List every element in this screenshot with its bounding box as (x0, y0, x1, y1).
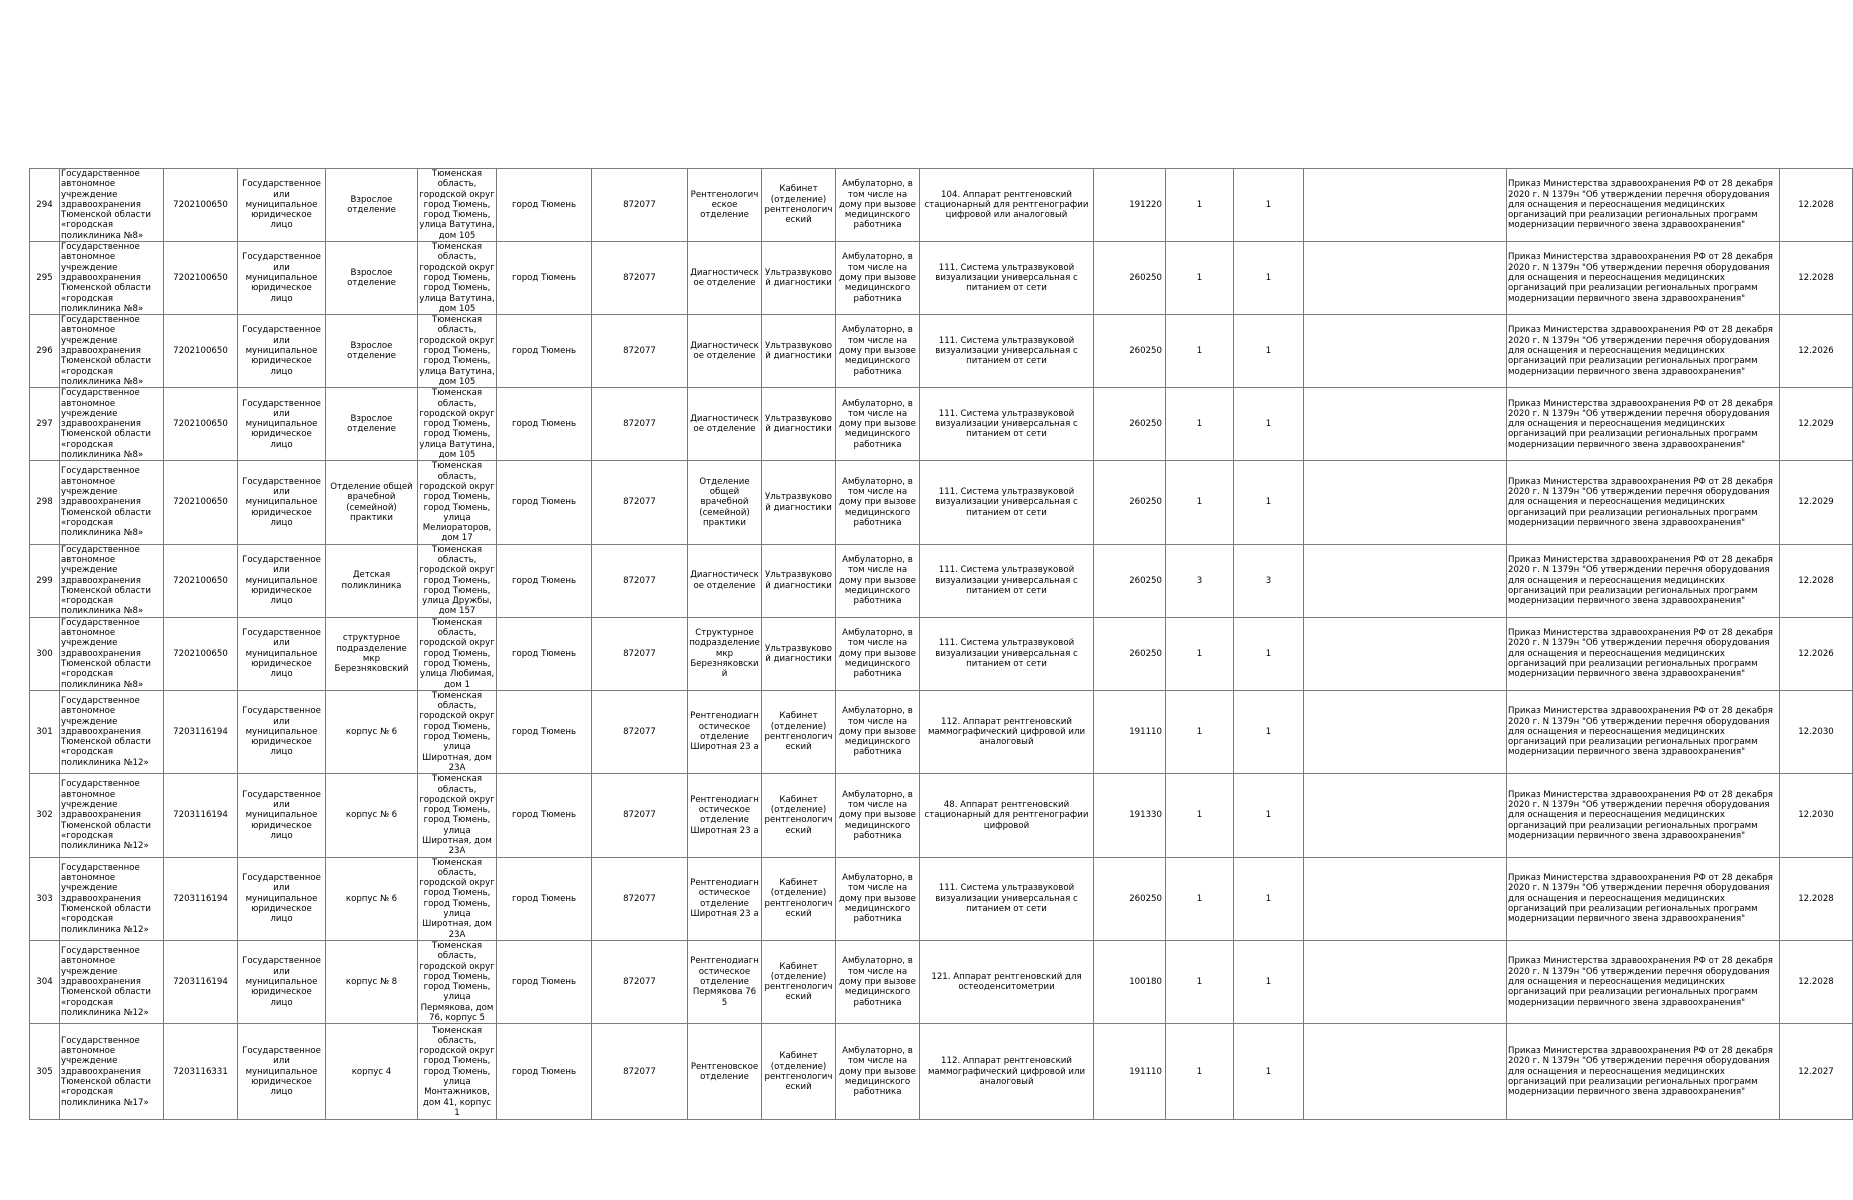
organization-cell: Государственное автономное учреждение здравоохранения Тюменской области «городская поликлиника №12» (60, 774, 164, 857)
equipment-cell: 111. Система ультразвуковой визуализации универсальная с питанием от сети (920, 857, 1094, 940)
row-number-cell: 299 (30, 544, 60, 617)
code-cell: 872077 (592, 1024, 688, 1120)
city-cell: город Тюмень (497, 242, 592, 315)
unit-cell: Взрослое отделение (326, 169, 418, 242)
quantity-cell: 1 (1234, 169, 1304, 242)
cabinet-cell: Кабинет (отделение) рентгенологический (762, 169, 836, 242)
inn-cell: 7202100650 (164, 461, 238, 544)
quantity-cell: 1 (1166, 940, 1234, 1023)
order-reference-cell: Приказ Министерства здравоохранения РФ от 28 декабря 2020 г. N 1379н "Об утверждении перечня оборудования для оснащения и переоснащения медицинских организаций при реализации региональных программ модернизации первичного звена здравоохранения" (1507, 617, 1780, 690)
equipment-code-cell: 260250 (1094, 461, 1166, 544)
equipment-code-cell: 191110 (1094, 1024, 1166, 1120)
equipment-cell: 112. Аппарат рентгеновский маммографический цифровой или аналоговый (920, 690, 1094, 773)
equipment-code-cell: 191220 (1094, 169, 1166, 242)
cabinet-cell: Кабинет (отделение) рентгенологический (762, 857, 836, 940)
city-cell: город Тюмень (497, 461, 592, 544)
quantity-cell: 1 (1166, 242, 1234, 315)
legal-form-cell: Государственное или муниципальное юридическое лицо (238, 544, 326, 617)
code-cell: 872077 (592, 461, 688, 544)
code-cell: 872077 (592, 169, 688, 242)
care-conditions-cell: Амбулаторно, в том числе на дому при вызове медицинского работника (836, 857, 920, 940)
city-cell: город Тюмень (497, 544, 592, 617)
date-cell: 12.2029 (1780, 388, 1853, 461)
organization-cell: Государственное автономное учреждение здравоохранения Тюменской области «городская поликлиника №12» (60, 940, 164, 1023)
care-conditions-cell: Амбулаторно, в том числе на дому при вызове медицинского работника (836, 1024, 920, 1120)
quantity-cell: 1 (1234, 242, 1304, 315)
legal-form-cell: Государственное или муниципальное юридическое лицо (238, 315, 326, 388)
department-cell: Рентгенологическое отделение (688, 169, 762, 242)
empty-cell (1304, 940, 1507, 1023)
empty-cell (1304, 315, 1507, 388)
city-cell: город Тюмень (497, 774, 592, 857)
organization-cell: Государственное автономное учреждение здравоохранения Тюменской области «городская поликлиника №8» (60, 617, 164, 690)
cabinet-cell: Ультразвуковой диагностики (762, 544, 836, 617)
city-cell: город Тюмень (497, 690, 592, 773)
cabinet-cell: Кабинет (отделение) рентгенологический (762, 1024, 836, 1120)
inn-cell: 7203116194 (164, 940, 238, 1023)
row-number-cell: 295 (30, 242, 60, 315)
department-cell: Диагностическое отделение (688, 315, 762, 388)
department-cell: Рентгеновское отделение (688, 1024, 762, 1120)
unit-cell: корпус № 6 (326, 774, 418, 857)
equipment-cell: 111. Система ультразвуковой визуализации универсальная с питанием от сети (920, 242, 1094, 315)
table-row (30, 315, 1853, 388)
department-cell: Рентгенодиагностическое отделение Широтная 23 а (688, 690, 762, 773)
quantity-cell: 1 (1166, 617, 1234, 690)
empty-cell (1304, 774, 1507, 857)
address-cell: Тюменская область, городской округ город Тюмень, город Тюмень, улица Монтажников, дом 41, корпус 1 (419, 1025, 495, 1118)
equipment-cell: 111. Система ультразвуковой визуализации универсальная с питанием от сети (920, 617, 1094, 690)
address-cell: Тюменская область, городской округ город Тюмень, город Тюмень, улица Мелиораторов, дом 17 (419, 461, 495, 544)
city-cell: город Тюмень (497, 169, 592, 242)
cabinet-cell: Кабинет (отделение) рентгенологический (762, 940, 836, 1023)
city-cell: город Тюмень (497, 1024, 592, 1120)
quantity-cell: 1 (1166, 690, 1234, 773)
legal-form-cell: Государственное или муниципальное юридическое лицо (238, 617, 326, 690)
quantity-cell: 1 (1166, 388, 1234, 461)
department-cell: Рентгенодиагностическое отделение Пермякова 76 5 (688, 940, 762, 1023)
row-number-cell: 303 (30, 857, 60, 940)
equipment-cell: 111. Система ультразвуковой визуализации универсальная с питанием от сети (920, 388, 1094, 461)
table-row (30, 940, 1853, 1023)
department-cell: Диагностическое отделение (688, 242, 762, 315)
code-cell: 872077 (592, 544, 688, 617)
quantity-cell: 1 (1234, 617, 1304, 690)
order-reference-cell: Приказ Министерства здравоохранения РФ от 28 декабря 2020 г. N 1379н "Об утверждении перечня оборудования для оснащения и переоснащения медицинских организаций при реализации региональных программ модернизации первичного звена здравоохранения" (1507, 940, 1780, 1023)
legal-form-cell: Государственное или муниципальное юридическое лицо (238, 857, 326, 940)
inn-cell: 7203116194 (164, 857, 238, 940)
cabinet-cell: Ультразвуковой диагностики (762, 388, 836, 461)
department-cell: Диагностическое отделение (688, 544, 762, 617)
date-cell: 12.2028 (1780, 857, 1853, 940)
address-cell: Тюменская область, городской округ город Тюмень, город Тюмень, улица Любимая, дом 1 (419, 617, 495, 690)
address-cell: Тюменская область, городской округ город Тюмень, город Тюмень, улица Широтная, дом 23А (419, 774, 495, 857)
date-cell: 12.2028 (1780, 169, 1853, 242)
inn-cell: 7202100650 (164, 169, 238, 242)
cabinet-cell: Ультразвуковой диагностики (762, 315, 836, 388)
city-cell: город Тюмень (497, 617, 592, 690)
care-conditions-cell: Амбулаторно, в том числе на дому при вызове медицинского работника (836, 461, 920, 544)
cabinet-cell: Ультразвуковой диагностики (762, 461, 836, 544)
code-cell: 872077 (592, 940, 688, 1023)
row-number-cell: 302 (30, 774, 60, 857)
date-cell: 12.2029 (1780, 461, 1853, 544)
care-conditions-cell: Амбулаторно, в том числе на дому при вызове медицинского работника (836, 242, 920, 315)
unit-cell: корпус 4 (326, 1024, 418, 1120)
inn-cell: 7202100650 (164, 544, 238, 617)
city-cell: город Тюмень (497, 857, 592, 940)
organization-cell: Государственное автономное учреждение здравоохранения Тюменской области «городская поликлиника №8» (60, 388, 164, 461)
quantity-cell: 1 (1166, 461, 1234, 544)
order-reference-cell: Приказ Министерства здравоохранения РФ от 28 декабря 2020 г. N 1379н "Об утверждении перечня оборудования для оснащения и переоснащения медицинских организаций при реализации региональных программ модернизации первичного звена здравоохранения" (1507, 461, 1780, 544)
empty-cell (1304, 857, 1507, 940)
cabinet-cell: Ультразвуковой диагностики (762, 617, 836, 690)
quantity-cell: 1 (1234, 774, 1304, 857)
row-number-cell: 296 (30, 315, 60, 388)
care-conditions-cell: Амбулаторно, в том числе на дому при вызове медицинского работника (836, 544, 920, 617)
equipment-code-cell: 191330 (1094, 774, 1166, 857)
table-row (30, 169, 1853, 242)
inn-cell: 7202100650 (164, 617, 238, 690)
equipment-code-cell: 260250 (1094, 242, 1166, 315)
legal-form-cell: Государственное или муниципальное юридическое лицо (238, 1024, 326, 1120)
order-reference-cell: Приказ Министерства здравоохранения РФ от 28 декабря 2020 г. N 1379н "Об утверждении перечня оборудования для оснащения и переоснащения медицинских организаций при реализации региональных программ модернизации первичного звена здравоохранения" (1507, 857, 1780, 940)
department-cell: Рентгенодиагностическое отделение Широтная 23 а (688, 857, 762, 940)
row-number-cell: 298 (30, 461, 60, 544)
organization-cell: Государственное автономное учреждение здравоохранения Тюменской области «городская поликлиника №8» (60, 315, 164, 388)
code-cell: 872077 (592, 388, 688, 461)
row-number-cell: 297 (30, 388, 60, 461)
equipment-code-cell: 260250 (1094, 315, 1166, 388)
legal-form-cell: Государственное или муниципальное юридическое лицо (238, 388, 326, 461)
quantity-cell: 1 (1166, 169, 1234, 242)
address-cell: Тюменская область, городской округ город Тюмень, город Тюмень, улица Дружбы, дом 157 (419, 544, 495, 617)
unit-cell: структурное подразделение мкр Березняковский (326, 617, 418, 690)
city-cell: город Тюмень (497, 940, 592, 1023)
table-body (30, 169, 1853, 1120)
quantity-cell: 1 (1234, 1024, 1304, 1120)
order-reference-cell: Приказ Министерства здравоохранения РФ от 28 декабря 2020 г. N 1379н "Об утверждении перечня оборудования для оснащения и переоснащения медицинских организаций при реализации региональных программ модернизации первичного звена здравоохранения" (1507, 315, 1780, 388)
care-conditions-cell: Амбулаторно, в том числе на дому при вызове медицинского работника (836, 388, 920, 461)
order-reference-cell: Приказ Министерства здравоохранения РФ от 28 декабря 2020 г. N 1379н "Об утверждении перечня оборудования для оснащения и переоснащения медицинских организаций при реализации региональных программ модернизации первичного звена здравоохранения" (1507, 544, 1780, 617)
empty-cell (1304, 690, 1507, 773)
quantity-cell: 1 (1234, 690, 1304, 773)
row-number-cell: 305 (30, 1024, 60, 1120)
unit-cell: корпус № 8 (326, 940, 418, 1023)
quantity-cell: 1 (1166, 857, 1234, 940)
order-reference-cell: Приказ Министерства здравоохранения РФ от 28 декабря 2020 г. N 1379н "Об утверждении перечня оборудования для оснащения и переоснащения медицинских организаций при реализации региональных программ модернизации первичного звена здравоохранения" (1507, 242, 1780, 315)
row-number-cell: 304 (30, 940, 60, 1023)
order-reference-cell: Приказ Министерства здравоохранения РФ от 28 декабря 2020 г. N 1379н "Об утверждении перечня оборудования для оснащения и переоснащения медицинских организаций при реализации региональных программ модернизации первичного звена здравоохранения" (1507, 169, 1780, 242)
empty-cell (1304, 1024, 1507, 1120)
code-cell: 872077 (592, 242, 688, 315)
quantity-cell: 1 (1234, 388, 1304, 461)
empty-cell (1304, 617, 1507, 690)
unit-cell: Отделение общей врачебной (семейной) практики (326, 461, 418, 544)
department-cell: Диагностическое отделение (688, 388, 762, 461)
equipment-code-cell: 260250 (1094, 388, 1166, 461)
equipment-cell: 104. Аппарат рентгеновский стационарный для рентгенографии цифровой или аналоговый (920, 169, 1094, 242)
quantity-cell: 3 (1234, 544, 1304, 617)
inn-cell: 7203116194 (164, 690, 238, 773)
legal-form-cell: Государственное или муниципальное юридическое лицо (238, 461, 326, 544)
date-cell: 12.2026 (1780, 617, 1853, 690)
date-cell: 12.2028 (1780, 544, 1853, 617)
address-cell: Тюменская область, городской округ город Тюмень, город Тюмень, улица Широтная, дом 23А (419, 690, 495, 773)
equipment-table (29, 168, 1853, 1120)
unit-cell: Взрослое отделение (326, 388, 418, 461)
code-cell: 872077 (592, 315, 688, 388)
empty-cell (1304, 461, 1507, 544)
table-row (30, 617, 1853, 690)
equipment-code-cell: 100180 (1094, 940, 1166, 1023)
table-row (30, 544, 1853, 617)
cabinet-cell: Ультразвуковой диагностики (762, 242, 836, 315)
care-conditions-cell: Амбулаторно, в том числе на дому при вызове медицинского работника (836, 169, 920, 242)
organization-cell: Государственное автономное учреждение здравоохранения Тюменской области «городская поликлиника №12» (60, 857, 164, 940)
equipment-cell: 121. Аппарат рентгеновский для остеоденситометрии (920, 940, 1094, 1023)
quantity-cell: 1 (1166, 1024, 1234, 1120)
table-row (30, 1024, 1853, 1120)
empty-cell (1304, 242, 1507, 315)
cabinet-cell: Кабинет (отделение) рентгенологический (762, 774, 836, 857)
equipment-code-cell: 260250 (1094, 617, 1166, 690)
quantity-cell: 1 (1166, 315, 1234, 388)
organization-cell: Государственное автономное учреждение здравоохранения Тюменской области «городская поликлиника №8» (60, 242, 164, 315)
table-row (30, 690, 1853, 773)
order-reference-cell: Приказ Министерства здравоохранения РФ от 28 декабря 2020 г. N 1379н "Об утверждении перечня оборудования для оснащения и переоснащения медицинских организаций при реализации региональных программ модернизации первичного звена здравоохранения" (1507, 690, 1780, 773)
date-cell: 12.2027 (1780, 1024, 1853, 1120)
care-conditions-cell: Амбулаторно, в том числе на дому при вызове медицинского работника (836, 690, 920, 773)
table-row (30, 774, 1853, 857)
empty-cell (1304, 544, 1507, 617)
address-cell: Тюменская область, городской округ город Тюмень, город Тюмень, улица Ватутина, дом 105 (419, 169, 495, 241)
care-conditions-cell: Амбулаторно, в том числе на дому при вызове медицинского работника (836, 774, 920, 857)
equipment-cell: 111. Система ультразвуковой визуализации универсальная с питанием от сети (920, 461, 1094, 544)
legal-form-cell: Государственное или муниципальное юридическое лицо (238, 242, 326, 315)
code-cell: 872077 (592, 857, 688, 940)
department-cell: Структурное подразделение мкр Березняковский (688, 617, 762, 690)
organization-cell: Государственное автономное учреждение здравоохранения Тюменской области «городская поликлиника №8» (60, 461, 164, 544)
organization-cell: Государственное автономное учреждение здравоохранения Тюменской области «городская поликлиника №8» (60, 544, 164, 617)
inn-cell: 7202100650 (164, 315, 238, 388)
code-cell: 872077 (592, 617, 688, 690)
address-cell: Тюменская область, городской округ город Тюмень, город Тюмень, улица Ватутина, дом 105 (419, 242, 495, 314)
table-row (30, 461, 1853, 544)
address-cell: Тюменская область, городской округ город Тюмень, город Тюмень, улица Широтная, дом 23А (419, 857, 495, 940)
date-cell: 12.2026 (1780, 315, 1853, 388)
unit-cell: корпус № 6 (326, 690, 418, 773)
quantity-cell: 1 (1234, 461, 1304, 544)
code-cell: 872077 (592, 690, 688, 773)
unit-cell: Детская поликлиника (326, 544, 418, 617)
cabinet-cell: Кабинет (отделение) рентгенологический (762, 690, 836, 773)
unit-cell: Взрослое отделение (326, 242, 418, 315)
empty-cell (1304, 169, 1507, 242)
equipment-code-cell: 191110 (1094, 690, 1166, 773)
department-cell: Отделение общей врачебной (семейной) практики (688, 461, 762, 544)
care-conditions-cell: Амбулаторно, в том числе на дому при вызове медицинского работника (836, 617, 920, 690)
order-reference-cell: Приказ Министерства здравоохранения РФ от 28 декабря 2020 г. N 1379н "Об утверждении перечня оборудования для оснащения и переоснащения медицинских организаций при реализации региональных программ модернизации первичного звена здравоохранения" (1507, 388, 1780, 461)
table-row (30, 242, 1853, 315)
code-cell: 872077 (592, 774, 688, 857)
equipment-cell: 112. Аппарат рентгеновский маммографический цифровой или аналоговый (920, 1024, 1094, 1120)
city-cell: город Тюмень (497, 315, 592, 388)
address-cell: Тюменская область, городской округ город Тюмень, город Тюмень, улица Ватутина, дом 105 (419, 388, 495, 461)
organization-cell: Государственное автономное учреждение здравоохранения Тюменской области «городская поликлиника №8» (60, 169, 164, 242)
legal-form-cell: Государственное или муниципальное юридическое лицо (238, 690, 326, 773)
order-reference-cell: Приказ Министерства здравоохранения РФ от 28 декабря 2020 г. N 1379н "Об утверждении перечня оборудования для оснащения и переоснащения медицинских организаций при реализации региональных программ модернизации первичного звена здравоохранения" (1507, 774, 1780, 857)
equipment-cell: 48. Аппарат рентгеновский стационарный для рентгенографии цифровой (920, 774, 1094, 857)
inn-cell: 7202100650 (164, 388, 238, 461)
legal-form-cell: Государственное или муниципальное юридическое лицо (238, 774, 326, 857)
quantity-cell: 1 (1166, 774, 1234, 857)
row-number-cell: 301 (30, 690, 60, 773)
quantity-cell: 1 (1234, 857, 1304, 940)
address-cell: Тюменская область, городской округ город Тюмень, город Тюмень, улица Ватутина, дом 105 (419, 315, 495, 387)
organization-cell: Государственное автономное учреждение здравоохранения Тюменской области «городская поликлиника №12» (60, 690, 164, 773)
quantity-cell: 1 (1234, 315, 1304, 388)
empty-cell (1304, 388, 1507, 461)
inn-cell: 7203116194 (164, 774, 238, 857)
care-conditions-cell: Амбулаторно, в том числе на дому при вызове медицинского работника (836, 315, 920, 388)
unit-cell: корпус № 6 (326, 857, 418, 940)
address-cell: Тюменская область, городской округ город Тюмень, город Тюмень, улица Пермякова, дом 76, корпус 5 (419, 940, 495, 1024)
table-row (30, 857, 1853, 940)
quantity-cell: 3 (1166, 544, 1234, 617)
row-number-cell: 294 (30, 169, 60, 242)
date-cell: 12.2028 (1780, 940, 1853, 1023)
quantity-cell: 1 (1234, 940, 1304, 1023)
equipment-code-cell: 260250 (1094, 857, 1166, 940)
care-conditions-cell: Амбулаторно, в том числе на дому при вызове медицинского работника (836, 940, 920, 1023)
department-cell: Рентгенодиагностическое отделение Широтная 23 а (688, 774, 762, 857)
row-number-cell: 300 (30, 617, 60, 690)
unit-cell: Взрослое отделение (326, 315, 418, 388)
inn-cell: 7203116331 (164, 1024, 238, 1120)
inn-cell: 7202100650 (164, 242, 238, 315)
equipment-cell: 111. Система ультразвуковой визуализации универсальная с питанием от сети (920, 544, 1094, 617)
equipment-cell: 111. Система ультразвуковой визуализации универсальная с питанием от сети (920, 315, 1094, 388)
table-row (30, 388, 1853, 461)
date-cell: 12.2030 (1780, 690, 1853, 773)
organization-cell: Государственное автономное учреждение здравоохранения Тюменской области «городская поликлиника №17» (60, 1024, 164, 1120)
legal-form-cell: Государственное или муниципальное юридическое лицо (238, 169, 326, 242)
date-cell: 12.2028 (1780, 242, 1853, 315)
order-reference-cell: Приказ Министерства здравоохранения РФ от 28 декабря 2020 г. N 1379н "Об утверждении перечня оборудования для оснащения и переоснащения медицинских организаций при реализации региональных программ модернизации первичного звена здравоохранения" (1507, 1024, 1780, 1120)
city-cell: город Тюмень (497, 388, 592, 461)
date-cell: 12.2030 (1780, 774, 1853, 857)
legal-form-cell: Государственное или муниципальное юридическое лицо (238, 940, 326, 1023)
equipment-code-cell: 260250 (1094, 544, 1166, 617)
